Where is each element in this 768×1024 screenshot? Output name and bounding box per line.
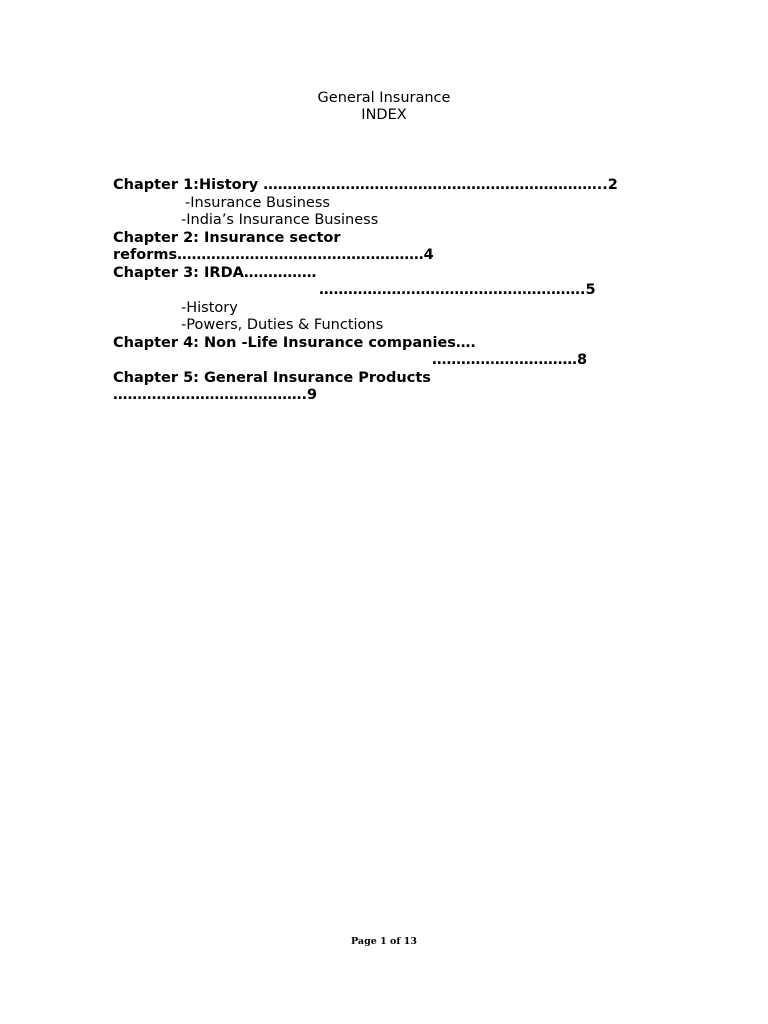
title-block — [0, 90, 768, 124]
toc-chapter-2-continued: reforms……………………………………………4 — [113, 247, 434, 263]
toc-chapter-5-continued: ………………………………….9 — [113, 387, 318, 403]
toc-chapter-3-continued: ……………………………………………….5 — [319, 282, 596, 298]
toc-chapter-1: Chapter 1:History ……………………………………………………………..2 — [113, 177, 618, 193]
toc-chapter-3-sub-powers: -Powers, Duties & Functions — [181, 317, 384, 333]
table-of-contents — [113, 177, 673, 405]
toc-chapter-1-sub-indias-insurance-business: -India’s Insurance Business — [181, 212, 379, 228]
toc-chapter-3-sub-history: -History — [181, 299, 238, 316]
page-number-footer: Page 1 of 13 — [351, 936, 417, 947]
toc-chapter-4: Chapter 4: Non -Life Insurance companies…. — [113, 334, 476, 351]
toc-chapter-5: Chapter 5: General Insurance Products — [113, 369, 431, 386]
toc-chapter-4-continued: …………………………8 — [432, 352, 588, 368]
toc-chapter-3: Chapter 3: IRDA…………… — [113, 264, 317, 281]
toc-chapter-2: Chapter 2: Insurance sector — [113, 229, 341, 246]
document-title: General Insurance — [317, 90, 451, 106]
index-heading: INDEX — [361, 107, 407, 123]
toc-chapter-1-sub-insurance-business: -Insurance Business — [185, 194, 330, 211]
